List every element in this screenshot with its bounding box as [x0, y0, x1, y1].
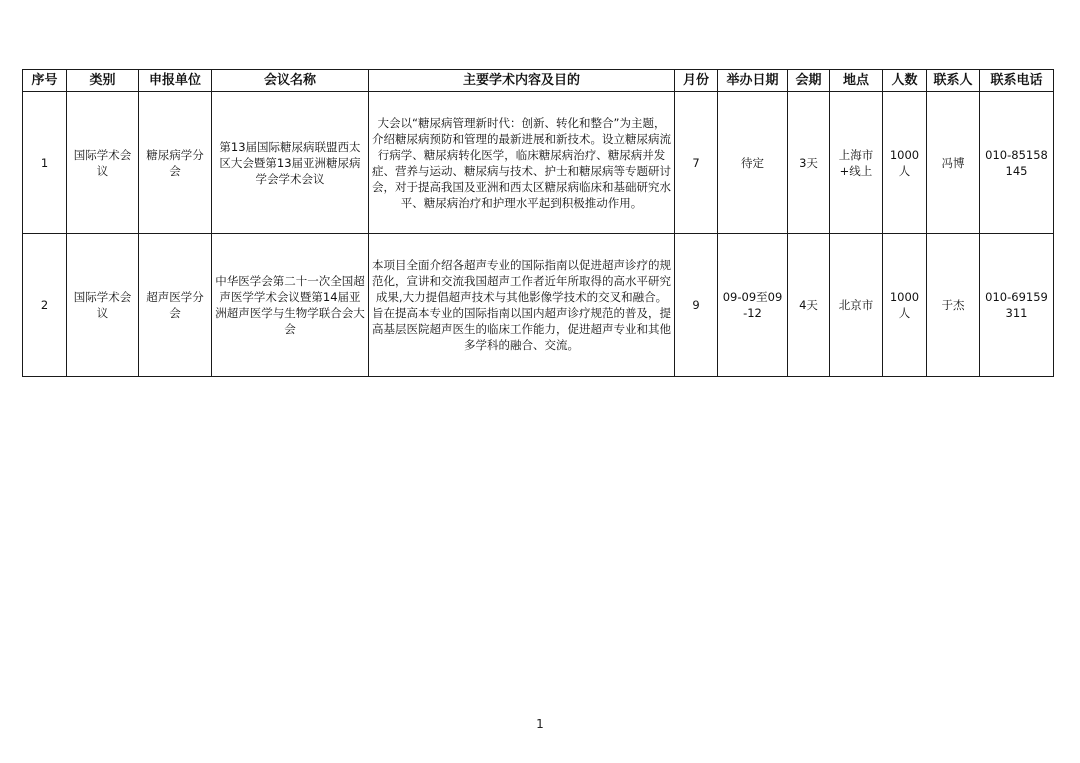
- header-date: 举办日期: [718, 70, 788, 92]
- cell-month: 9: [675, 234, 718, 377]
- header-content: 主要学术内容及目的: [369, 70, 675, 92]
- header-contact: 联系人: [927, 70, 980, 92]
- cell-attendees: 1000人: [883, 92, 927, 234]
- cell-date: 09-09至09-12: [718, 234, 788, 377]
- cell-phone: 010-69159311: [980, 234, 1054, 377]
- table-row: [23, 234, 1054, 377]
- cell-category: 国际学术会议: [67, 92, 139, 234]
- cell-no: 2: [23, 234, 67, 377]
- header-no: 序号: [23, 70, 67, 92]
- header-location: 地点: [830, 70, 883, 92]
- cell-attendees: 1000人: [883, 234, 927, 377]
- cell-contact: 冯博: [927, 92, 980, 234]
- cell-content: 大会以“糖尿病管理新时代：创新、转化和整合”为主题，介绍糖尿病预防和管理的最新进展和新技术。设立糖尿病流行病学、糖尿病转化医学，临床糖尿病治疗、糖尿病并发症、营养与运动、糖尿病与技术、护士和糖尿病等专题研讨会，对于提高我国及亚洲和西太区糖尿病临床和基础研究水平、糖尿病治疗和护理水平起到积极推动作用。: [369, 92, 675, 234]
- cell-name: 中华医学会第二十一次全国超声医学学术会议暨第14届亚洲超声医学与生物学联合会大会: [212, 234, 369, 377]
- cell-month: 7: [675, 92, 718, 234]
- cell-phone: 010-85158145: [980, 92, 1054, 234]
- cell-location: 北京市: [830, 234, 883, 377]
- cell-no: 1: [23, 92, 67, 234]
- cell-unit: 糖尿病学分会: [139, 92, 212, 234]
- cell-content: 本项目全面介绍各超声专业的国际指南以促进超声诊疗的规范化，宣讲和交流我国超声工作者近年所取得的高水平研究成果,大力提倡超声技术与其他影像学技术的交叉和融合。旨在提高本专业的国际指南以国内超声诊疗规范的普及，提高基层医院超声医生的临床工作能力，促进超声专业和其他多学科的融合、交流。: [369, 234, 675, 377]
- header-unit: 申报单位: [139, 70, 212, 92]
- page-number: 1: [536, 717, 544, 731]
- cell-duration: 4天: [788, 234, 830, 377]
- cell-duration: 3天: [788, 92, 830, 234]
- cell-category: 国际学术会议: [67, 234, 139, 377]
- header-attendees: 人数: [883, 70, 927, 92]
- cell-contact: 于杰: [927, 234, 980, 377]
- cell-unit: 超声医学分会: [139, 234, 212, 377]
- header-category: 类别: [67, 70, 139, 92]
- cell-date: 待定: [718, 92, 788, 234]
- cell-location: 上海市+线上: [830, 92, 883, 234]
- cell-name: 第13届国际糖尿病联盟西太区大会暨第13届亚洲糖尿病学会学术会议: [212, 92, 369, 234]
- conference-table: [22, 69, 1054, 377]
- header-name: 会议名称: [212, 70, 369, 92]
- table-header-row: [23, 70, 1054, 92]
- header-month: 月份: [675, 70, 718, 92]
- document-sheet: [22, 69, 1053, 377]
- header-duration: 会期: [788, 70, 830, 92]
- table-row: [23, 92, 1054, 234]
- header-phone: 联系电话: [980, 70, 1054, 92]
